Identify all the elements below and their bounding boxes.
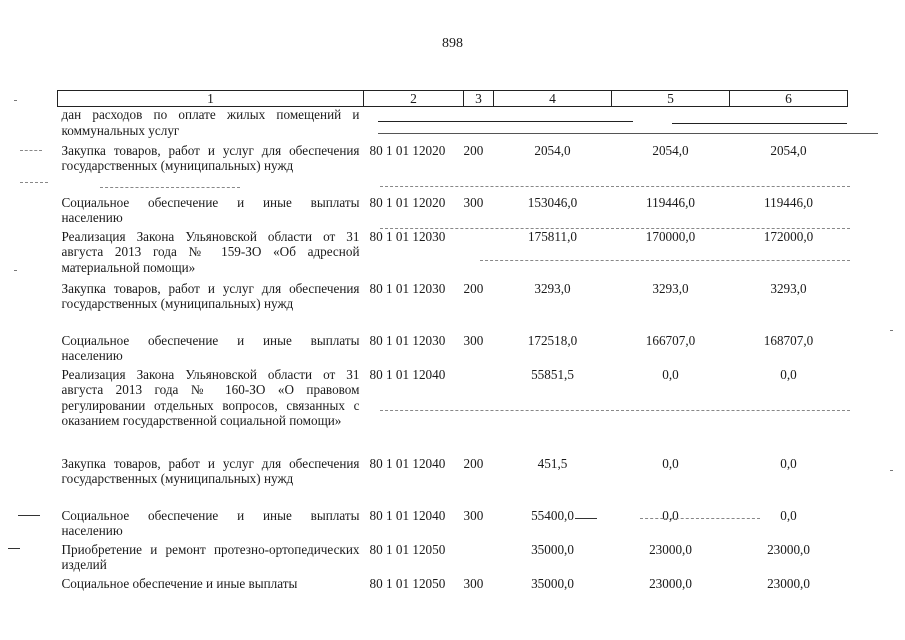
row-year3: 172000,0: [763, 228, 814, 244]
row-year3: 3293,0: [770, 280, 807, 296]
row-vr: 300: [463, 575, 484, 591]
row-name: Социальное обеспечение и иные выплаты: [61, 575, 298, 591]
row-year2: 23000,0: [649, 575, 692, 591]
scan-artifact-line: [575, 518, 597, 519]
table-row: [58, 367, 848, 456]
scan-artifact-line: [378, 133, 878, 134]
row-year2: 0,0: [662, 366, 679, 382]
row-code: [364, 107, 464, 143]
row-year1: 172518,0: [527, 332, 578, 348]
scan-artifact-line: [672, 123, 847, 124]
scan-artifact-dash: [380, 228, 850, 229]
row-vr: 300: [463, 507, 484, 523]
row-name: Реализация Закона Ульяновской области от 31 августа 2013 года № 160-ЗО «О правовом регулировании отдельных вопросов, связанных с оказанием государственной социальной помощи»: [61, 366, 360, 429]
row-code: 80 1 01 12050: [369, 575, 446, 591]
row-year1: 35000,0: [531, 575, 574, 591]
row-year2: 0,0: [662, 455, 679, 471]
row-vr: 200: [463, 142, 484, 158]
header-cell: 6: [730, 91, 848, 107]
header-cell: 4: [494, 91, 612, 107]
row-code: 80 1 01 12040: [369, 455, 446, 471]
row-year3: 0,0: [780, 455, 797, 471]
table-row: [58, 281, 848, 333]
row-code: 80 1 01 12030: [369, 228, 446, 244]
row-year2: 166707,0: [645, 332, 696, 348]
row-year3: 2054,0: [770, 142, 807, 158]
header-cell: 2: [364, 91, 464, 107]
row-vr: [464, 107, 494, 143]
row-year3: 119446,0: [764, 194, 813, 210]
row-name: Закупка товаров, работ и услуг для обеспечения государственных (муниципальных) нужд: [61, 455, 360, 487]
scan-artifact-dash: [380, 186, 850, 187]
row-year1: 3293,0: [534, 280, 571, 296]
row-year3: 0,0: [780, 366, 797, 382]
row-vr: 300: [463, 332, 484, 348]
row-code: 80 1 01 12030: [369, 280, 446, 296]
row-name: Закупка товаров, работ и услуг для обеспечения государственных (муниципальных) нужд: [61, 280, 360, 312]
scan-artifact-line: [8, 548, 20, 549]
row-vr: [464, 229, 494, 281]
row-year1: 55400,0: [531, 507, 574, 523]
row-vr: [464, 367, 494, 456]
row-vr: 300: [463, 194, 484, 210]
budget-table: [57, 90, 848, 610]
row-year2: 0,0: [662, 507, 679, 523]
row-name: Реализация Закона Ульяновской области от 31 августа 2013 года № 159-ЗО «Об адресной материальной помощи»: [61, 228, 360, 275]
table-row: [58, 195, 848, 229]
scan-artifact-dash: [640, 518, 760, 519]
header-cell: 3: [464, 91, 494, 107]
scan-artifact-dash: [480, 260, 850, 261]
row-code: 80 1 01 12020: [369, 194, 446, 210]
table-row: [58, 542, 848, 576]
row-year1: 55851,5: [531, 366, 574, 382]
row-year2: 170000,0: [645, 228, 696, 244]
row-name: Закупка товаров, работ и услуг для обеспечения государственных (муниципальных) нужд: [61, 142, 360, 174]
scan-artifact-dot: [14, 270, 17, 271]
table-row: [58, 576, 848, 610]
row-year1: 2054,0: [534, 142, 571, 158]
row-vr: 200: [463, 455, 484, 471]
table-row: [58, 456, 848, 508]
scan-artifact-dash: [20, 182, 48, 183]
row-code: 80 1 01 12040: [369, 507, 446, 523]
table-row: [58, 229, 848, 281]
row-year3: [730, 107, 848, 143]
table-row: [58, 107, 848, 143]
table-row: [58, 508, 848, 542]
scan-artifact-dash: [100, 187, 240, 188]
scan-artifact-dot: [890, 330, 893, 331]
header-cell: 1: [58, 91, 364, 107]
row-year2: 23000,0: [649, 541, 692, 557]
scan-artifact-dot: [14, 100, 17, 101]
row-year2: 3293,0: [652, 280, 689, 296]
row-vr: 200: [463, 280, 484, 296]
row-vr: [464, 542, 494, 576]
row-year3: 23000,0: [767, 541, 810, 557]
scan-artifact-line: [18, 515, 40, 516]
row-name: Социальное обеспечение и иные выплаты населению: [61, 507, 360, 539]
page-number: 898: [442, 36, 463, 51]
header-row: [58, 91, 848, 107]
row-year1: 451,5: [537, 455, 568, 471]
row-year3: 0,0: [780, 507, 797, 523]
scan-artifact-line: [378, 121, 633, 122]
row-year2: [612, 107, 730, 143]
scan-artifact-dash: [380, 410, 850, 411]
row-name: дан расходов по оплате жилых помещений и коммунальных услуг: [61, 107, 360, 138]
table-row: [58, 333, 848, 367]
row-name: Приобретение и ремонт протезно-ортопедических изделий: [61, 541, 360, 573]
row-code: 80 1 01 12020: [369, 142, 446, 158]
row-name: Социальное обеспечение и иные выплаты населению: [61, 332, 360, 364]
row-year1: 35000,0: [531, 541, 574, 557]
row-code: 80 1 01 12040: [369, 366, 446, 382]
row-year1: 153046,0: [527, 194, 578, 210]
row-year2: 2054,0: [652, 142, 689, 158]
scan-artifact-dash: [20, 150, 42, 151]
scan-artifact-dot: [890, 470, 893, 471]
row-year3: 168707,0: [763, 332, 814, 348]
row-year3: 23000,0: [767, 575, 810, 591]
row-name: Социальное обеспечение и иные выплаты населению: [61, 194, 360, 226]
row-year1: 175811,0: [528, 228, 577, 244]
row-year2: 119446,0: [646, 194, 695, 210]
row-code: 80 1 01 12050: [369, 541, 446, 557]
header-cell: 5: [612, 91, 730, 107]
row-year1: [494, 107, 612, 143]
row-code: 80 1 01 12030: [369, 332, 446, 348]
